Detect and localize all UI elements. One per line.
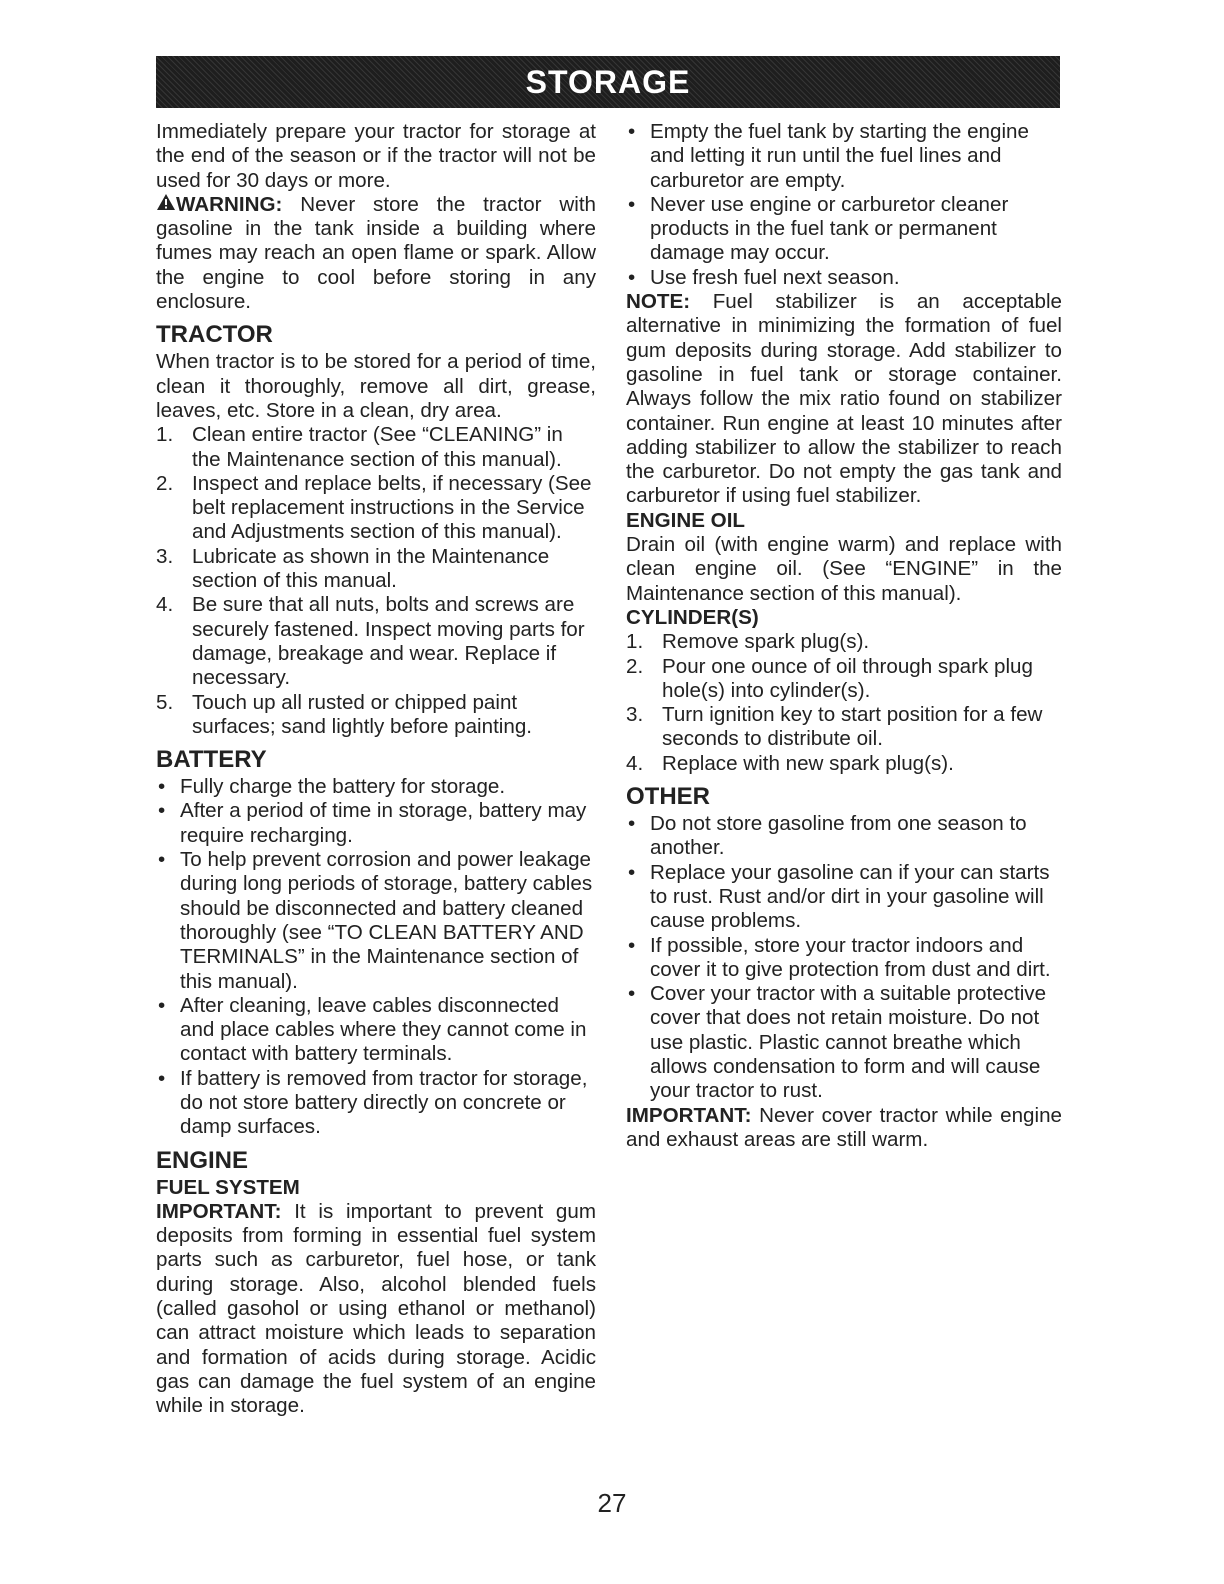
tractor-heading: TRACTOR <box>156 321 273 349</box>
list-item: 1. Clean entire tractor (See “CLEANING” in the Maintenance section of this manual). <box>156 423 563 471</box>
intro-paragraph: Immediately prepare your tractor for storage at the end of the season or if the tractor will not be used for 30 days or more. <box>156 120 596 192</box>
page-title-banner <box>156 56 1060 108</box>
other-heading: OTHER <box>626 783 710 811</box>
cylinder-steps-list <box>626 630 1062 776</box>
fuel-important-text: It is important to prevent gum deposits from forming in essential fuel system parts such as carburetor, fuel hose, or tank during storage. Also, alcohol blended fuels (called gasohol or using ethanol or methanol) can attract moisture which leads to separation and formation of acids during storage. Acidic gas can damage the fuel system of an engine while in storage. <box>156 1199 596 1418</box>
right-column <box>626 120 1062 1152</box>
list-item: • Replace your gasoline can if your can starts to rust. Rust and/or dirt in your gasoline will cause problems. <box>628 860 1050 933</box>
warning-label: WARNING: <box>176 192 283 216</box>
list-item: • Empty the fuel tank by starting the engine and letting it run until the fuel lines and carburetor are empty. <box>628 120 1029 192</box>
battery-bullets-list <box>156 775 596 1139</box>
list-item: • Never use engine or carburetor cleaner products in the fuel tank or permanent damage may occur. <box>628 192 1009 265</box>
list-item: • If possible, store your tractor indoors and cover it to give protection from dust and dirt. <box>628 933 1051 981</box>
other-bullets-list <box>626 812 1062 1104</box>
list-item: • Do not store gasoline from one season to another. <box>628 812 1027 860</box>
battery-heading: BATTERY <box>156 746 267 774</box>
note-paragraph <box>626 290 1062 509</box>
list-item: • Fully charge the battery for storage. <box>158 775 506 799</box>
list-item: 3. Lubricate as shown in the Maintenance section of this manual. <box>156 544 550 593</box>
fuel-important-paragraph <box>156 1200 596 1419</box>
note-label: NOTE: <box>626 290 691 314</box>
warning-triangle-icon <box>156 193 176 217</box>
important-label: IMPORTANT: <box>626 1103 752 1127</box>
fuel-system-heading: FUEL SYSTEM <box>156 1175 300 1199</box>
list-item: • If battery is removed from tractor for storage, do not store battery directly on concrete or damp surfaces. <box>158 1066 588 1139</box>
page-number: 27 <box>597 1488 627 1518</box>
list-item: 5. Touch up all rusted or chipped paint surfaces; sand lightly before painting. <box>156 690 532 738</box>
list-item: • Cover your tractor with a suitable protective cover that does not retain moisture. Do not use plastic. Plastic cannot breathe which allows condensation to form and will cause your tractor to rust. <box>628 982 1047 1103</box>
page-title: STORAGE <box>525 63 691 100</box>
engine-heading: ENGINE <box>156 1146 249 1174</box>
important-label: IMPORTANT: <box>156 1199 282 1223</box>
tractor-intro: When tractor is to be stored for a period of time, clean it thoroughly, remove all dirt, grease, leaves, etc. Store in a clean, dry area. <box>156 350 596 422</box>
warning-text: Never store the tractor with gasoline in the tank inside a building where fumes may reach an open flame or spark. Allow the engine to cool before storing in any enclosure. <box>156 192 596 314</box>
list-item: • Use fresh fuel next season. <box>628 265 900 289</box>
engine-oil-heading: ENGINE OIL <box>626 508 745 532</box>
fuel-bullets-list <box>626 120 1062 290</box>
warning-paragraph <box>156 193 596 314</box>
cylinders-heading: CYLINDER(S) <box>626 605 759 629</box>
list-item: • To help prevent corrosion and power leakage during long periods of storage, battery cables should be disconnected and battery cleaned thoroughly (see “TO CLEAN BATTERY AND TERMINALS” in the Maintenance section of this manual). <box>158 848 593 993</box>
engine-oil-paragraph: Drain oil (with engine warm) and replace with clean engine oil. (See “ENGINE” in the Maintenance section of this manual). <box>626 533 1062 605</box>
note-text: Fuel stabilizer is an acceptable alternative in minimizing the formation of fuel gum deposits during storage. Add stabilizer to gasoline in fuel tank or storage container. Always follow the mix ratio found on stabilizer container. Run engine at least 10 minutes after adding stabilizer to allow the stabilizer to reach the carburetor. Do not empty the gas tank and carburetor if using fuel stabilizer. <box>626 290 1062 508</box>
list-item: 4. Replace with new spark plug(s). <box>626 751 954 775</box>
list-item: • After cleaning, leave cables disconnected and place cables where they cannot come in contact with battery terminals. <box>158 993 587 1066</box>
list-item: • After a period of time in storage, battery may require recharging. <box>158 799 587 847</box>
tractor-steps-list <box>156 423 596 739</box>
left-column <box>156 120 596 1419</box>
list-item: 2. Pour one ounce of oil through spark plug hole(s) into cylinder(s). <box>626 654 1033 702</box>
list-item: 3. Turn ignition key to start position for a few seconds to distribute oil. <box>626 703 1043 751</box>
list-item: 1. Remove spark plug(s). <box>626 630 870 654</box>
important-paragraph <box>626 1104 1062 1153</box>
list-item: 2. Inspect and replace belts, if necessary (See belt replacement instructions in the Service and Adjustments section of this manual). <box>156 471 592 544</box>
list-item: 4. Be sure that all nuts, bolts and screws are securely fastened. Inspect moving parts for damage, breakage and wear. Replace if necessary. <box>156 593 585 690</box>
important-text: Never cover tractor while engine and exhaust areas are still warm. <box>626 1103 1062 1151</box>
